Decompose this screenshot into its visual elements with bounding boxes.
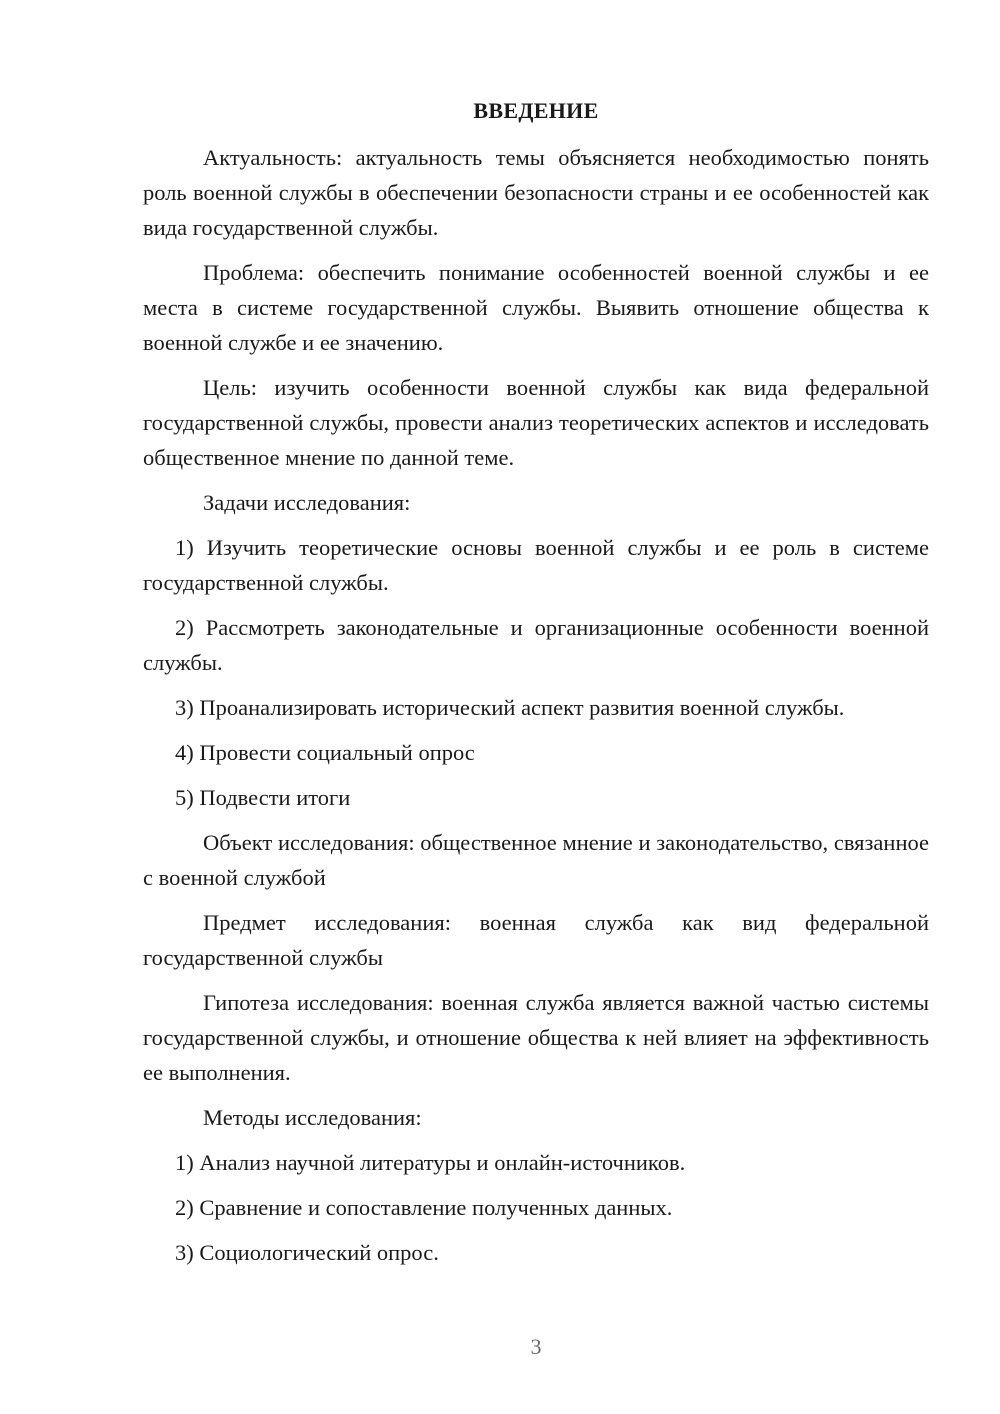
page-title: ВВЕДЕНИЕ bbox=[473, 98, 599, 123]
page-number: 3 bbox=[530, 1334, 542, 1359]
methods-heading: Методы исследования: bbox=[203, 1105, 422, 1130]
document-body bbox=[143, 140, 929, 1280]
list-item: 3) Проанализировать исторический аспект развития военной службы. bbox=[175, 695, 845, 720]
list-item: 4) Провести социальный опрос bbox=[175, 740, 475, 765]
tasks-heading: Задачи исследования: bbox=[203, 490, 411, 515]
subject-paragraph: Предмет исследования: военная служба как вид федеральной государственной службы bbox=[143, 910, 929, 970]
hypothesis-paragraph: Гипотеза исследования: военная служба является важной частью системы государственной службы, и отношение общества к ней влияет на эффективность ее выполнения. bbox=[143, 990, 929, 1085]
relevance-paragraph: Актуальность: актуальность темы объясняется необходимостью понять роль военной службы в обеспечении безопасности страны и ее особенностей как вида государственной службы. bbox=[143, 145, 929, 240]
problem-paragraph: Проблема: обеспечить понимание особенностей военной службы и ее места в системе государственной службы. Выявить отношение общества к военной службе и ее значению. bbox=[143, 260, 929, 355]
list-item: 2) Рассмотреть законодательные и организационные особенности военной службы. bbox=[143, 615, 929, 675]
list-item: 2) Сравнение и сопоставление полученных данных. bbox=[175, 1195, 673, 1220]
list-item: 5) Подвести итоги bbox=[175, 785, 351, 810]
object-paragraph: Объект исследования: общественное мнение и законодательство, связанное с военной службой bbox=[143, 830, 929, 890]
list-item: 3) Социологический опрос. bbox=[175, 1240, 439, 1265]
goal-paragraph: Цель: изучить особенности военной службы как вида федеральной государственной службы, провести анализ теоретических аспектов и исследовать общественное мнение по данной теме. bbox=[143, 375, 929, 470]
list-item: 1) Изучить теоретические основы военной службы и ее роль в системе государственной службы. bbox=[143, 535, 929, 595]
tasks-list bbox=[143, 530, 929, 815]
methods-list bbox=[143, 1145, 929, 1270]
list-item: 1) Анализ научной литературы и онлайн-источников. bbox=[175, 1150, 686, 1175]
